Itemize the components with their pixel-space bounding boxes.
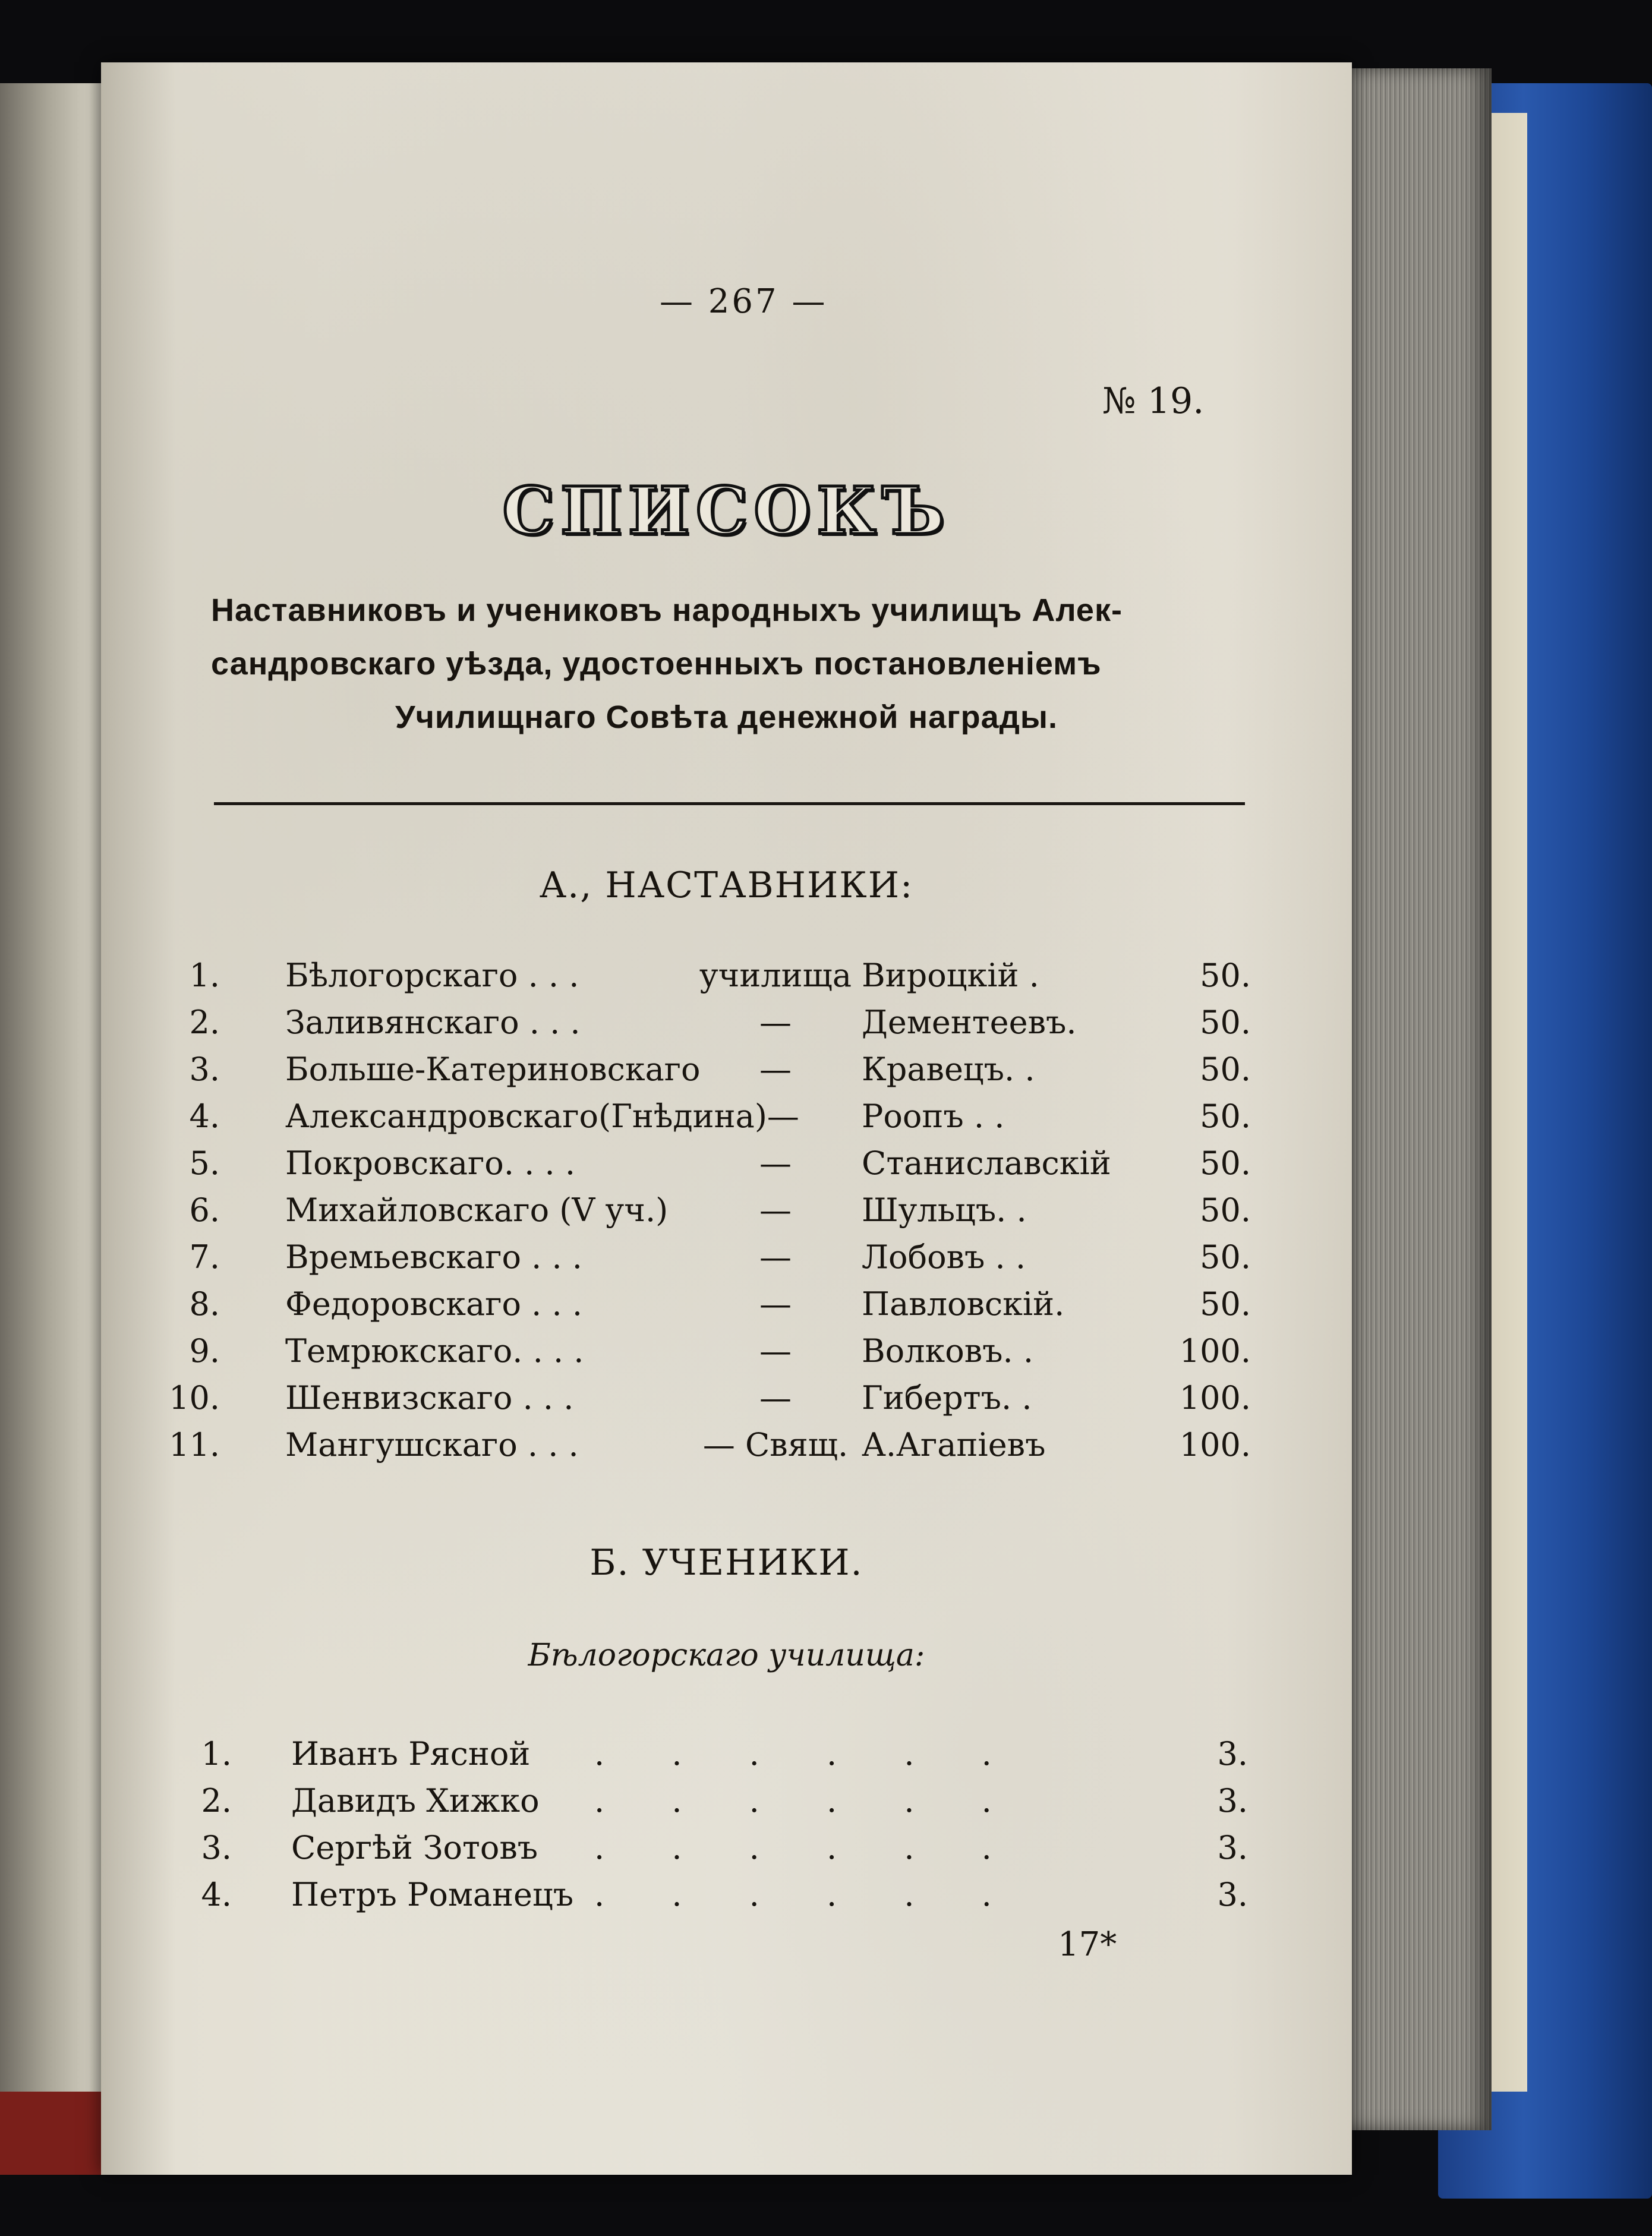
list-item-amount: 50. (1200, 1144, 1251, 1182)
list-item-dots: . . . . . . (594, 1782, 1020, 1819)
list-item-name: Иванъ Рясной (291, 1735, 531, 1773)
list-item-school: Александровскаго(Гнѣдина)— (285, 1097, 799, 1135)
list-item-num: 4. (189, 1097, 220, 1135)
list-item-dots: . . . . . . (594, 1876, 1020, 1913)
list-item (101, 1379, 1352, 1424)
list-item-school: Мангушскаго . . . (285, 1426, 579, 1464)
list-item-num: 8. (189, 1285, 220, 1323)
list-item-num: 2. (201, 1782, 232, 1819)
list-item-name: Сергѣй Зотовъ (291, 1829, 538, 1866)
list-item-desig: — (759, 1051, 792, 1088)
list-item-school: Покровскаго. . . . (285, 1144, 575, 1182)
list-item-num: 6. (189, 1191, 220, 1229)
list-item-amount: 50. (1200, 1097, 1251, 1135)
list-item (101, 1238, 1352, 1283)
list-item-num: 9. (189, 1332, 220, 1370)
list-item-dots: . . . . . . (594, 1829, 1020, 1866)
list-item-name: Кравецъ. . (862, 1051, 1035, 1088)
list-item (101, 1004, 1352, 1048)
list-item-name: Роопъ . . (862, 1097, 1005, 1135)
list-item-name: Вироцкій . (862, 957, 1039, 994)
list-item-amount: 3. (1217, 1782, 1248, 1819)
list-item-amount: 50. (1200, 1238, 1251, 1276)
list-item (101, 1782, 1352, 1827)
list-item-name: Петръ Романецъ (291, 1876, 574, 1913)
list-item-amount: 50. (1200, 1004, 1251, 1041)
list-item-num: 1. (201, 1735, 232, 1773)
list-item-desig: — (759, 1285, 792, 1323)
list-item-desig: — (759, 1332, 792, 1370)
page-number: — 267 — (660, 282, 828, 321)
list-item-num: 7. (189, 1238, 220, 1276)
list-item-amount: 3. (1217, 1876, 1248, 1913)
list-item-school: Заливянскаго . . . (285, 1004, 581, 1041)
list-item-desig: — (759, 1004, 792, 1041)
list-item-num: 4. (201, 1876, 232, 1913)
list-item-amount: 100. (1179, 1426, 1251, 1464)
list-item-school: Шенвизскаго . . . (285, 1379, 574, 1417)
list-item-desig: — Свящ. (702, 1426, 849, 1464)
list-item-name: Гибертъ. . (862, 1379, 1032, 1417)
list-item-num: 3. (201, 1829, 232, 1866)
list-item (101, 1097, 1352, 1142)
list-item (101, 1735, 1352, 1780)
subtitle-line: Училищнаго Совѣта денежной награды. (395, 699, 1058, 735)
horizontal-rule (214, 802, 1245, 805)
list-item-name: Лобовъ . . (862, 1238, 1026, 1276)
page-edges (1349, 68, 1492, 2130)
list-item (101, 1829, 1352, 1874)
list-item-dots: . . . . . . (594, 1735, 1020, 1773)
list-item-amount: 50. (1200, 957, 1251, 994)
list-item (101, 1144, 1352, 1189)
list-item (101, 1285, 1352, 1330)
section-heading-teachers: А., НАСТАВНИКИ: (539, 865, 914, 906)
list-item-school: Темрюкскаго. . . . (285, 1332, 584, 1370)
list-item (101, 1051, 1352, 1095)
list-item-num: 1. (189, 957, 220, 994)
list-item (101, 1332, 1352, 1377)
list-item-school: Михайловскаго (V уч.) (285, 1191, 669, 1229)
list-item-amount: 50. (1200, 1051, 1251, 1088)
subtitle-line: Наставниковъ и учениковъ народныхъ училищъ Алек- (211, 592, 1123, 628)
list-item-amount: 3. (1217, 1829, 1248, 1866)
list-item-amount: 50. (1200, 1191, 1251, 1229)
list-item-desig: — (759, 1379, 792, 1417)
subtitle-line: сандровскаго уѣзда, удостоенныхъ постановленіемъ (211, 646, 1102, 682)
list-item-amount: 50. (1200, 1285, 1251, 1323)
list-item-desig: училища (699, 957, 852, 994)
list-item (101, 1426, 1352, 1471)
list-item (101, 1191, 1352, 1236)
list-item-name: Шульцъ. . (862, 1191, 1027, 1229)
list-item-num: 5. (189, 1144, 220, 1182)
list-item-name: Павловскій. (862, 1285, 1065, 1323)
signature-mark: 17* (1058, 1925, 1117, 1964)
list-item-name: Дементеевъ. (862, 1004, 1077, 1041)
list-item (101, 957, 1352, 1001)
list-item-name: Давидъ Хижко (291, 1782, 540, 1819)
list-item-amount: 3. (1217, 1735, 1248, 1773)
school-subheading: Бѣлогорскаго училища: (528, 1638, 925, 1673)
list-item-school: Больше-Катериновскаго (285, 1051, 701, 1088)
list-item-school: Федоровскаго . . . (285, 1285, 583, 1323)
list-item-name: Волковъ. . (862, 1332, 1034, 1370)
list-item (101, 1876, 1352, 1920)
document-page (101, 62, 1352, 2175)
document-title: СПИСОКЪ (502, 472, 951, 549)
list-item-school: Времьевскаго . . . (285, 1238, 582, 1276)
list-item-school: Бѣлогорскаго . . . (285, 957, 579, 994)
list-item-name: А.Агапіевъ (862, 1426, 1046, 1464)
section-heading-students: Б. УЧЕНИКИ. (589, 1542, 863, 1584)
list-item-amount: 100. (1179, 1332, 1251, 1370)
list-item-name: Станиславскій (862, 1144, 1111, 1182)
list-item-desig: — (759, 1238, 792, 1276)
list-item-num: 2. (189, 1004, 220, 1041)
list-item-desig: — (759, 1144, 792, 1182)
document-number: № 19. (1102, 380, 1205, 422)
list-item-desig: — (759, 1191, 792, 1229)
list-item-amount: 100. (1179, 1379, 1251, 1417)
list-item-num: 10. (169, 1379, 220, 1417)
list-item-num: 11. (169, 1426, 220, 1464)
list-item-num: 3. (189, 1051, 220, 1088)
